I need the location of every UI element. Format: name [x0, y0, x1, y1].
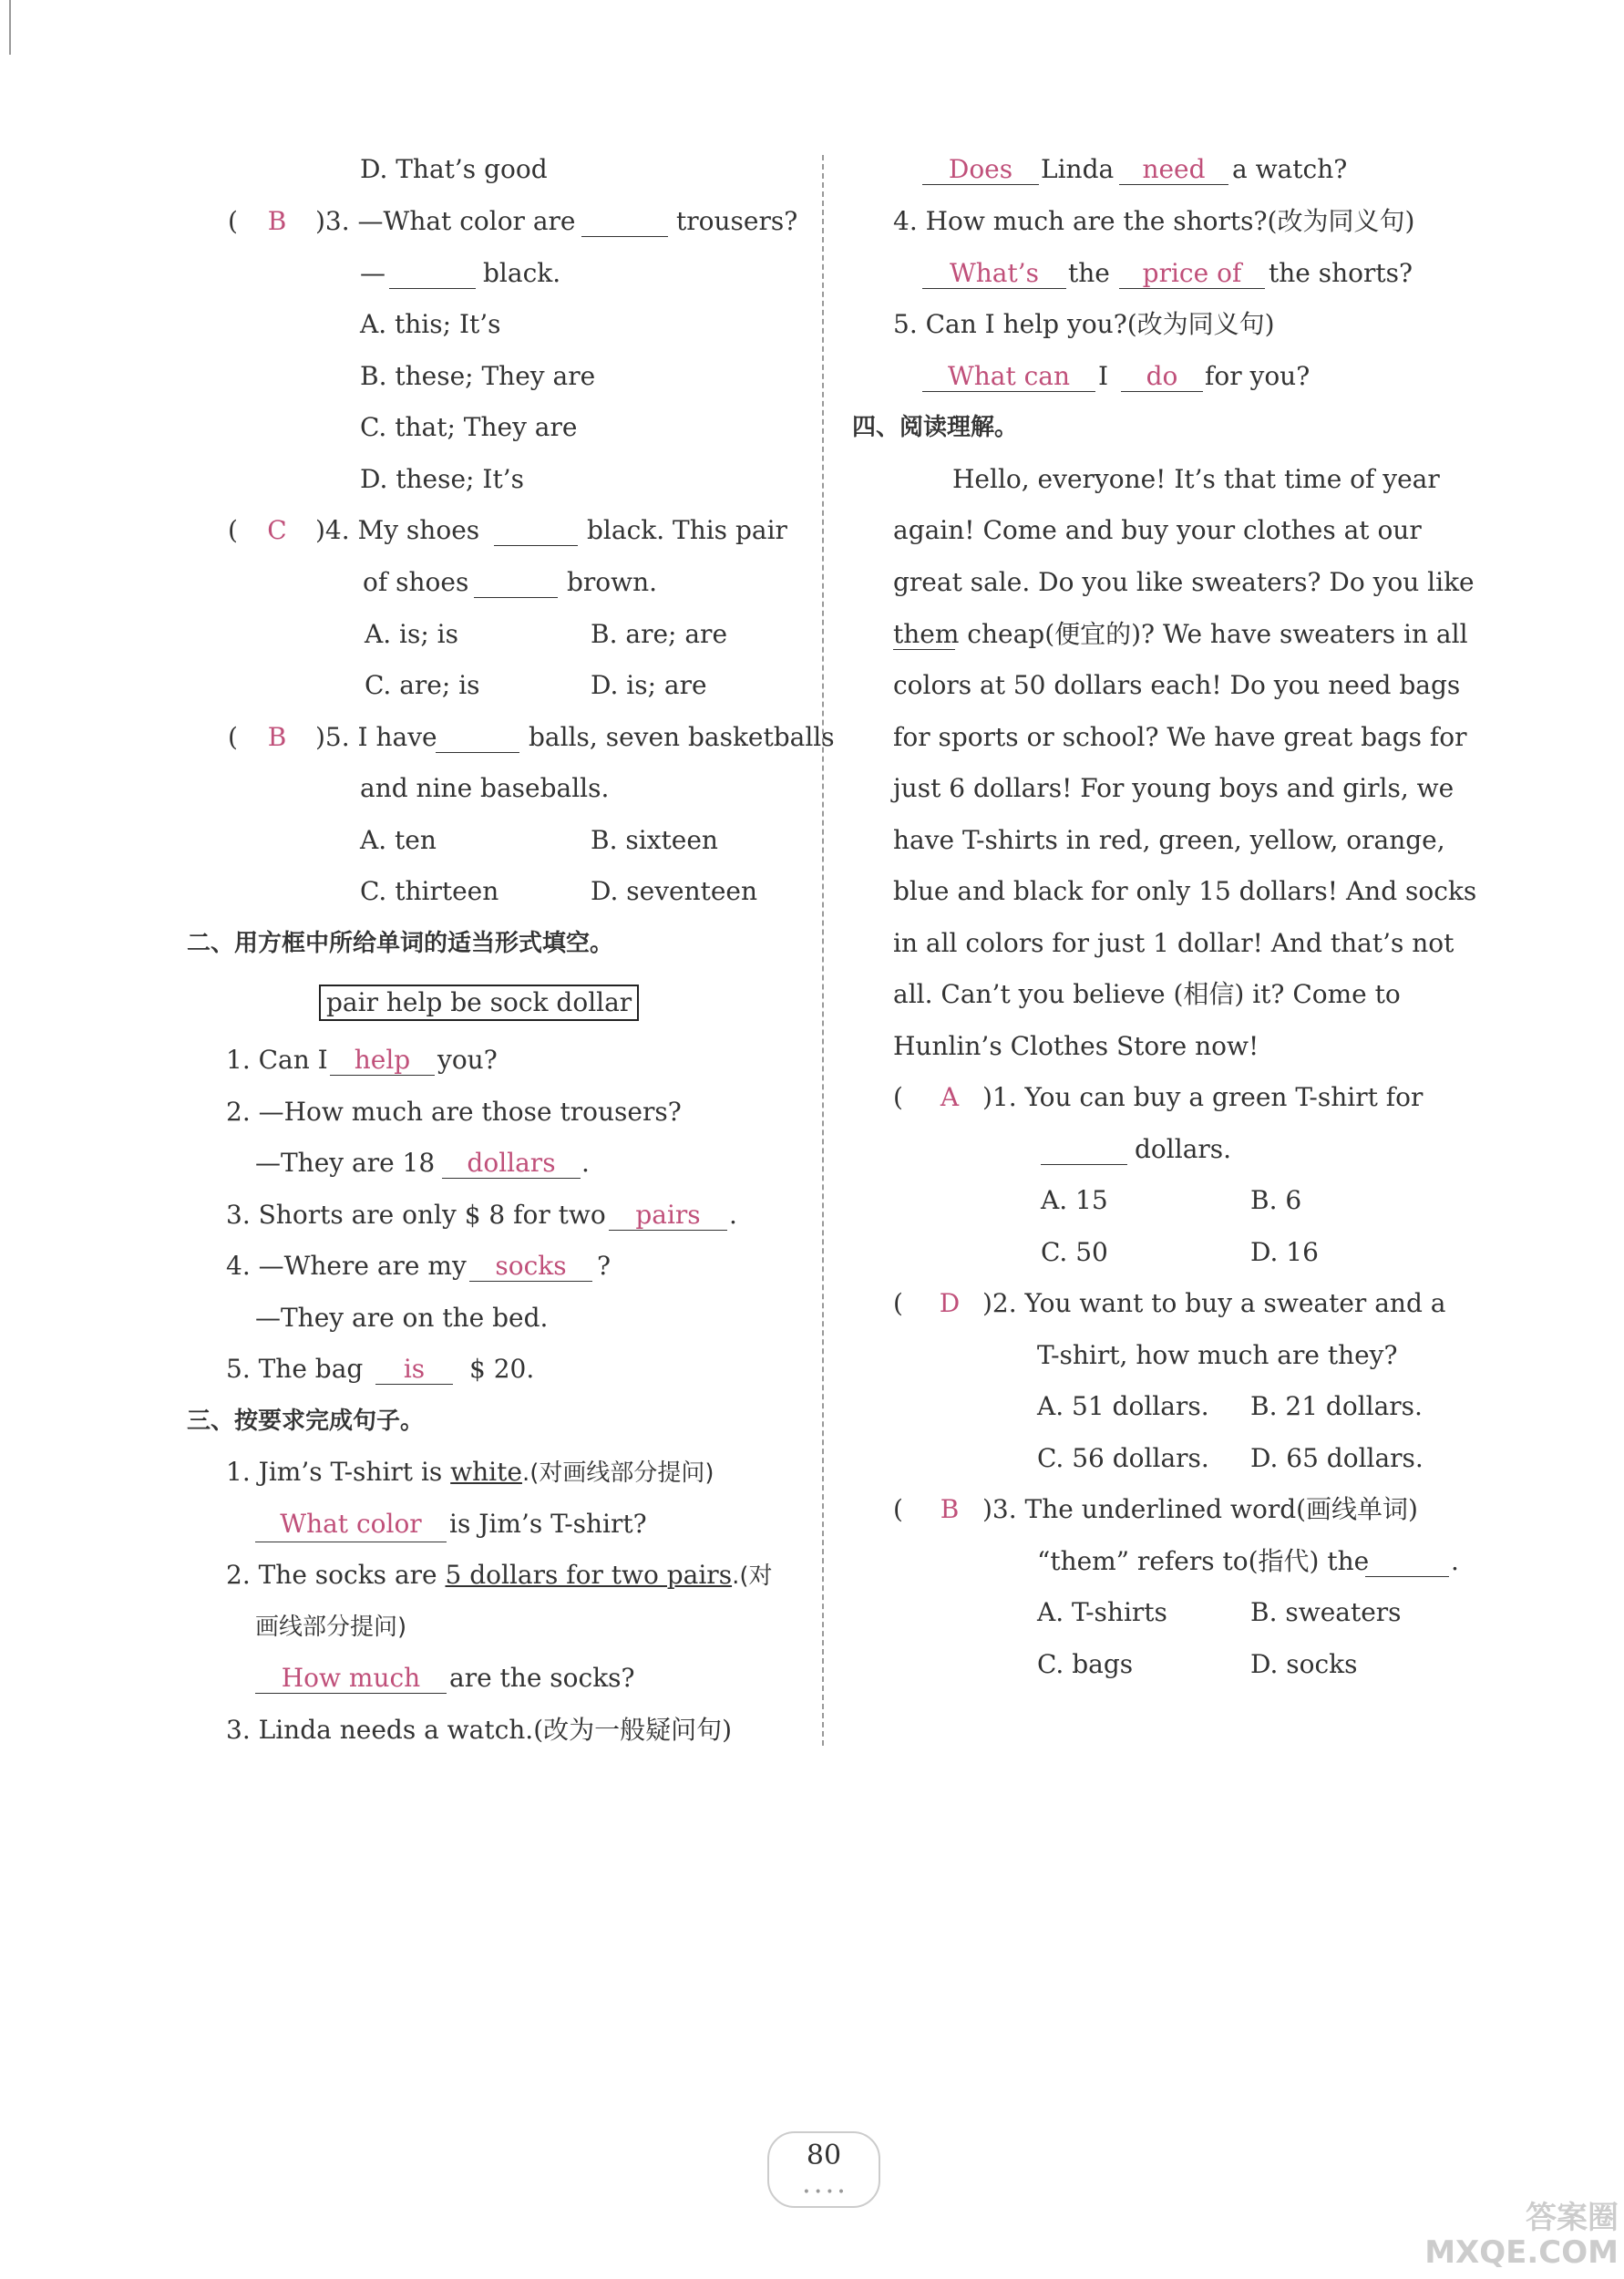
- q4-option: C. are; is: [365, 670, 480, 700]
- q5-option: D. seventeen: [591, 876, 758, 906]
- q5-text: )5. I have: [315, 722, 437, 752]
- s3-item4-answer2: price of: [1142, 258, 1242, 288]
- passage-line: for sports or school? We have great bags for: [893, 722, 1467, 752]
- q4-blank2: [474, 595, 558, 598]
- s3-item5-end: for you?: [1205, 361, 1311, 391]
- s2-item2-end: .: [581, 1148, 590, 1178]
- s2-item3-end: .: [729, 1200, 737, 1230]
- rq1-answer: A: [940, 1082, 960, 1112]
- rq1-option: D. 16: [1250, 1237, 1319, 1267]
- q4-mid: black. This pair: [587, 515, 787, 545]
- q5-option: A. ten: [360, 825, 437, 855]
- rq3-line2-end: .: [1451, 1546, 1459, 1576]
- rq3-blank: [1365, 1574, 1449, 1577]
- q4-blank1: [494, 543, 578, 546]
- s2-item2: 2. —How much are those trousers?: [226, 1097, 682, 1127]
- q5-line2: and nine baseballs.: [360, 773, 610, 803]
- q4-line2: of shoes: [363, 567, 469, 597]
- section3-title: 三、按要求完成句子。: [187, 1408, 425, 1435]
- s3-item5-mid: I: [1098, 361, 1109, 391]
- section2-title: 二、用方框中所给单词的适当形式填空。: [187, 930, 614, 957]
- rq3-answer: B: [940, 1494, 960, 1524]
- q3-blank1: [581, 234, 668, 237]
- passage-line: blue and black for only 15 dollars! And socks: [893, 876, 1477, 906]
- passage-line: all. Can’t you believe (相信) it? Come to: [893, 979, 1401, 1009]
- rq1-option: A. 15: [1041, 1185, 1108, 1215]
- passage-line: in all colors for just 1 dollar! And that’s not: [893, 928, 1454, 958]
- s3-item3-end: a watch?: [1232, 154, 1348, 184]
- rq1-blank: [1041, 1162, 1127, 1165]
- s2-item4-response: —They are on the bed.: [255, 1303, 549, 1333]
- page-number-badge: [767, 2131, 880, 2208]
- s2-item1-end: you?: [437, 1045, 498, 1075]
- s2-item4-end: ?: [597, 1251, 612, 1281]
- page-number: 80: [806, 2140, 842, 2171]
- passage-line: great sale. Do you like sweaters? Do you like: [893, 567, 1475, 597]
- s3-item4-mid: the: [1068, 258, 1110, 288]
- q3-option: B. these; They are: [360, 361, 596, 391]
- section4-title: 四、阅读理解。: [852, 414, 1019, 441]
- s3-item3-answer2: need: [1142, 154, 1206, 184]
- s2-item3: 3. Shorts are only $ 8 for two: [226, 1200, 606, 1230]
- s3-item3-mid: Linda: [1041, 154, 1115, 184]
- q4-option: A. is; is: [365, 619, 459, 649]
- rq2-option: D. 65 dollars.: [1250, 1443, 1424, 1473]
- s2-item1: 1. Can I: [226, 1045, 328, 1075]
- q3-line2: black.: [483, 258, 561, 288]
- s2-item2-answer: dollars: [467, 1148, 556, 1178]
- corner-mark: [9, 0, 11, 55]
- s3-item4-answer1: What’s: [949, 258, 1040, 288]
- s3-item2-cont: 画线部分提问): [255, 1614, 407, 1641]
- rq3-paren: (: [893, 1494, 903, 1524]
- rq1-option: B. 6: [1250, 1185, 1302, 1215]
- rq2-text: )2. You want to buy a sweater and a: [982, 1288, 1446, 1318]
- s3-item1-underlined: white: [450, 1457, 522, 1487]
- s2-item5-end: $ 20.: [469, 1354, 535, 1384]
- s2-item1-answer: help: [354, 1045, 411, 1075]
- rq2-option: C. 56 dollars.: [1037, 1443, 1209, 1473]
- column-divider: [822, 155, 824, 1746]
- rq1-paren: (: [893, 1082, 903, 1112]
- rq2-option: A. 51 dollars.: [1037, 1391, 1209, 1421]
- rq2-answer: D: [939, 1288, 961, 1318]
- passage-line: just 6 dollars! For young boys and girls, we: [893, 773, 1454, 803]
- decorative-dots: • • • •: [802, 2185, 846, 2200]
- q5-after: balls, seven basketballs: [529, 722, 835, 752]
- s2-item5-answer: is: [403, 1354, 426, 1384]
- q3-blank2: [389, 286, 476, 289]
- s3-item1-answer: What color: [280, 1509, 422, 1539]
- s3-item4-end: the shorts?: [1269, 258, 1413, 288]
- q4-line2-end: brown.: [567, 567, 658, 597]
- rq3-option: C. bags: [1037, 1649, 1134, 1679]
- q3-after: trousers?: [676, 206, 798, 236]
- q4-option: D. is; are: [591, 670, 707, 700]
- s3-item2: 2. The socks are 5 dollars for two pairs.(对: [226, 1560, 773, 1590]
- passage-line: have T-shirts in red, green, yellow, orange,: [893, 825, 1445, 855]
- q5-blank: [436, 750, 519, 753]
- s3-item5-answer2: do: [1146, 361, 1178, 391]
- q3-option: D. these; It’s: [360, 464, 524, 494]
- rq3-line2: “them” refers to(指代) the: [1037, 1546, 1370, 1576]
- s3-item1: 1. Jim’s T-shirt is white.(对画线部分提问): [226, 1457, 714, 1487]
- q3-answer: B: [267, 206, 287, 236]
- s3-item2-underlined: 5 dollars for two pairs: [445, 1560, 733, 1590]
- q4-option: B. are; are: [591, 619, 728, 649]
- s2-item4-answer: socks: [495, 1251, 567, 1281]
- s3-item5-answer1: What can: [947, 361, 1071, 391]
- s3-item2-answer: How much: [281, 1663, 421, 1693]
- q4-text: )4. My shoes: [315, 515, 480, 545]
- s2-item3-answer: pairs: [635, 1200, 701, 1230]
- word-box: pair help be sock dollar: [319, 985, 639, 1021]
- q5-answer: B: [267, 722, 287, 752]
- rq2-paren: (: [893, 1288, 903, 1318]
- q5-paren: (: [228, 722, 238, 752]
- q4-paren: (: [228, 515, 238, 545]
- s2-item2-b: —They are 18: [255, 1148, 436, 1178]
- rq1-option: C. 50: [1041, 1237, 1108, 1267]
- q4-answer: C: [267, 515, 287, 545]
- rq2-option: B. 21 dollars.: [1250, 1391, 1423, 1421]
- rq3-text: )3. The underlined word(画线单词): [982, 1494, 1418, 1524]
- rq3-option: D. socks: [1250, 1649, 1358, 1679]
- q3-option: A. this; It’s: [360, 309, 501, 339]
- them-underline: [893, 647, 955, 650]
- q5-option: C. thirteen: [360, 876, 499, 906]
- s3-item4: 4. How much are the shorts?(改为同义句): [893, 206, 1415, 236]
- s3-item3-answer1: Does: [948, 154, 1013, 184]
- passage-line: Hello, everyone! It’s that time of year: [952, 464, 1440, 494]
- passage-line: colors at 50 dollars each! Do you need bags: [893, 670, 1461, 700]
- s3-item5: 5. Can I help you?(改为同义句): [893, 309, 1275, 339]
- q3-paren: (: [228, 206, 238, 236]
- rq3-option: B. sweaters: [1250, 1597, 1402, 1627]
- rq1-line2: dollars.: [1135, 1134, 1232, 1164]
- q3-text: )3. —What color are: [315, 206, 576, 236]
- s2-item4: 4. —Where are my: [226, 1251, 467, 1281]
- q3-dash: —: [360, 258, 385, 288]
- q5-option: B. sixteen: [591, 825, 718, 855]
- q2-option-d: D. That’s good: [360, 154, 548, 184]
- s3-item2-end: are the socks?: [449, 1663, 635, 1693]
- rq1-text: )1. You can buy a green T-shirt for: [982, 1082, 1424, 1112]
- passage-line: again! Come and buy your clothes at our: [893, 515, 1422, 545]
- passage-line: Hunlin’s Clothes Store now!: [893, 1031, 1259, 1061]
- watermark: 答案圈 MXQE.COM: [1424, 2200, 1619, 2271]
- s2-item5: 5. The bag: [226, 1354, 364, 1384]
- rq3-option: A. T-shirts: [1037, 1597, 1167, 1627]
- s3-item1-end: is Jim’s T-shirt?: [449, 1509, 647, 1539]
- q3-option: C. that; They are: [360, 412, 578, 442]
- rq2-line2: T-shirt, how much are they?: [1037, 1340, 1398, 1370]
- s3-item3: 3. Linda needs a watch.(改为一般疑问句): [226, 1715, 733, 1745]
- passage-line: them cheap(便宜的)? We have sweaters in all: [893, 619, 1468, 649]
